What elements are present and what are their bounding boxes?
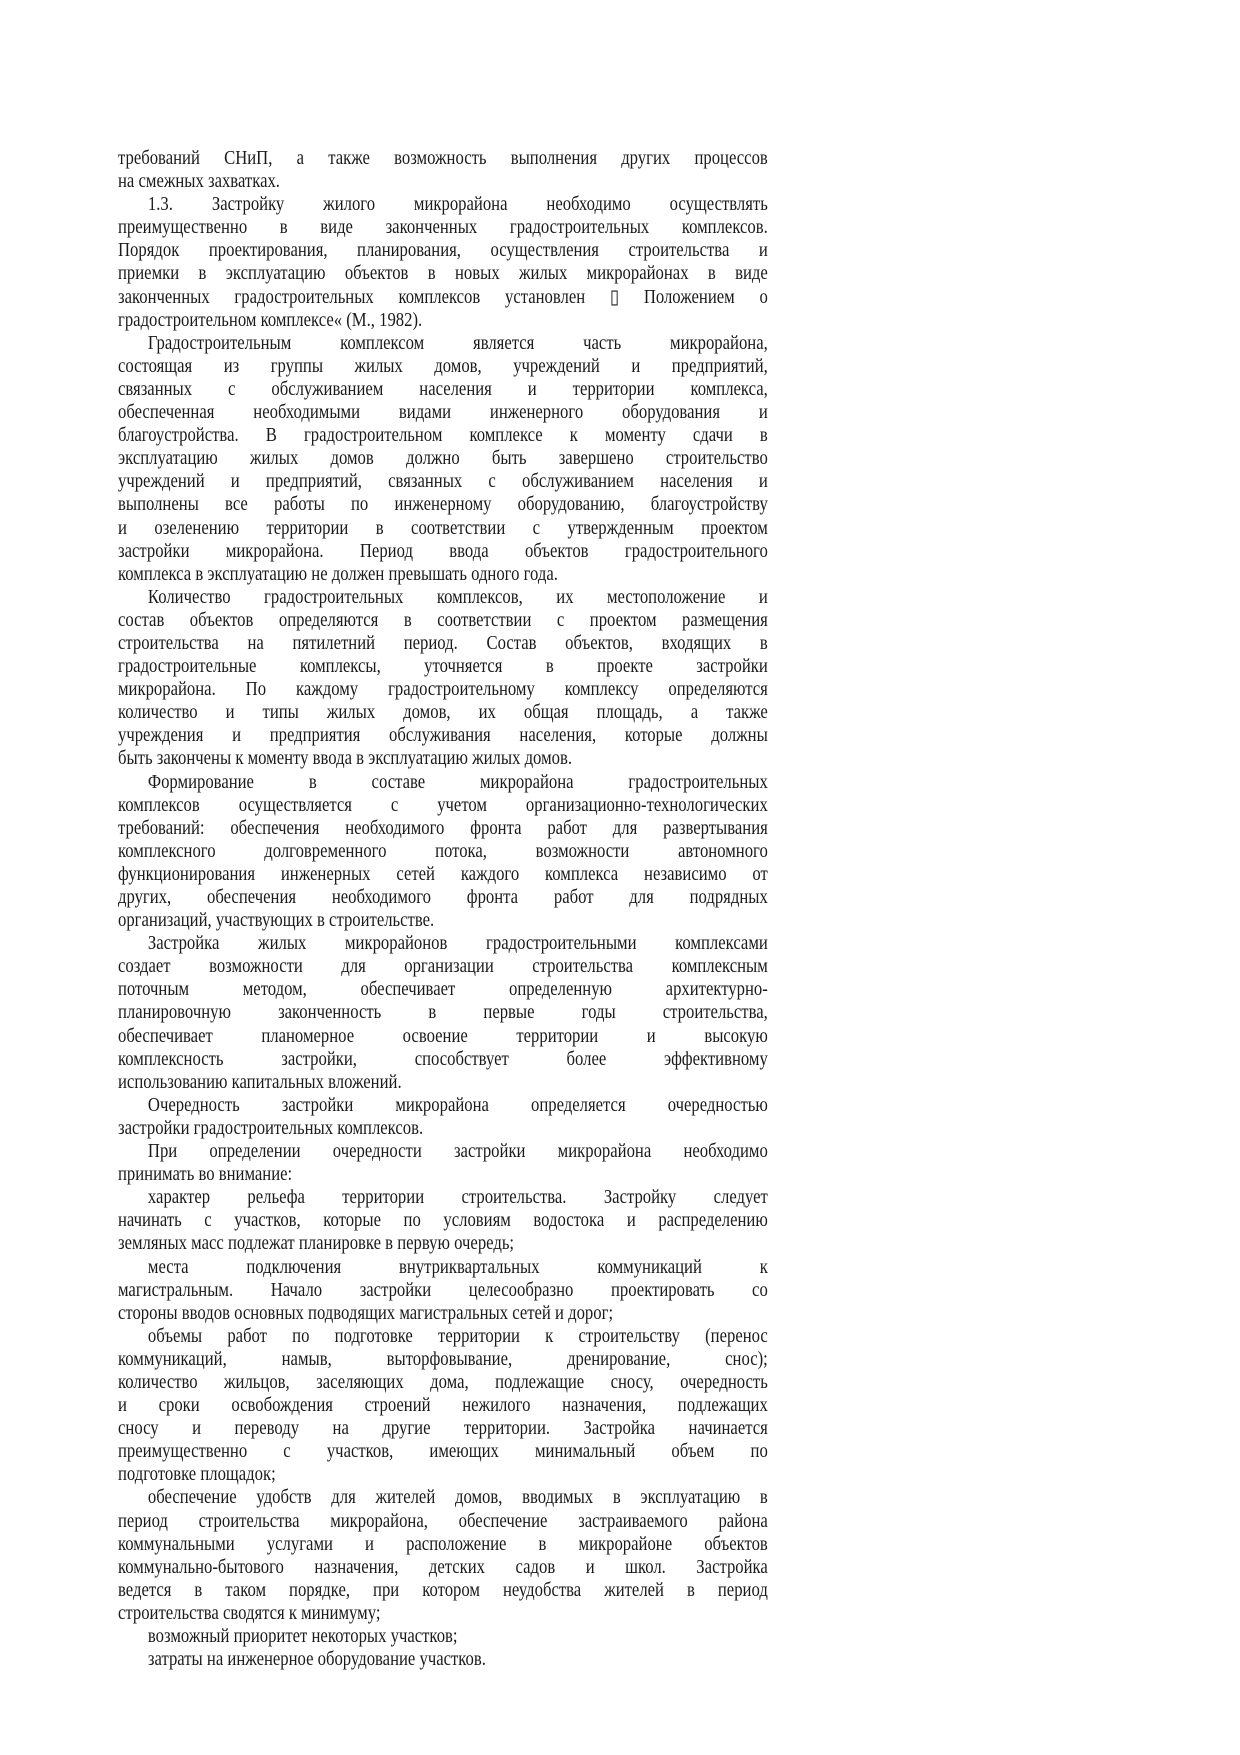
- text-line-content: быть закончены к моменту ввода в эксплуатацию жилых домов.: [118, 748, 573, 770]
- text-line: [118, 1463, 768, 1486]
- text-line-content: других, обеспечения необходимого фронта работ для подрядных: [118, 887, 768, 908]
- text-line: [118, 147, 768, 170]
- text-line: [118, 563, 768, 586]
- text-line: [118, 1440, 768, 1463]
- text-line: [118, 1533, 768, 1556]
- text-line-content: состав объектов определяются в соответствии с проектом размещения: [118, 609, 768, 631]
- text-line-content: ведется в таком порядке, при котором неудобства жителей в период: [118, 1579, 768, 1601]
- text-line: [118, 955, 768, 978]
- text-line-content: Очередность застройки микрорайона определяется очередностью: [147, 1094, 768, 1116]
- text-line: [118, 632, 768, 655]
- text-line: [118, 1209, 768, 1232]
- paragraph: [118, 332, 768, 586]
- text-line-content: принимать во внимание:: [118, 1164, 293, 1186]
- text-line-content: Градостроительным комплексом является часть микрорайона,: [147, 332, 768, 354]
- text-line: [118, 1625, 768, 1648]
- text-line-content: градостроительном комплексе« (М., 1982).: [118, 309, 423, 331]
- text-line-content: магистральным. Начало застройки целесообразно проектировать со: [118, 1279, 768, 1301]
- paragraph: [118, 1256, 768, 1325]
- paragraph: [118, 1625, 768, 1648]
- text-line-content: подготовке площадок;: [118, 1464, 276, 1486]
- text-line-content: функционирования инженерных сетей каждого комплекса независимо от: [118, 863, 768, 885]
- text-line: [118, 1648, 768, 1671]
- text-line-content: состоящая из группы жилых домов, учреждений и предприятий,: [118, 355, 768, 377]
- paragraph: [118, 1094, 768, 1140]
- text-line-content: Формирование в составе микрорайона градостроительных: [147, 771, 768, 793]
- text-line-content: обеспечение удобств для жителей домов, вводимых в эксплуатацию в: [147, 1487, 768, 1509]
- text-line-content: период строительства микрорайона, обеспечение застраиваемого района: [118, 1510, 768, 1532]
- text-line-content: требований: обеспечения необходимого фронта работ для развертывания: [118, 817, 768, 839]
- text-line: [118, 1186, 768, 1209]
- text-line-content: преимущественно в виде законченных градостроительных комплексов.: [118, 217, 768, 239]
- paragraph: [118, 1186, 768, 1255]
- text-line-content: Застройка жилых микрорайонов градостроительными комплексами: [147, 933, 768, 955]
- text-line-content: обеспечивает планомерное освоение территории и высокую: [118, 1025, 768, 1047]
- paragraph: [118, 147, 768, 193]
- paragraph: [118, 1486, 768, 1625]
- text-line: [118, 1602, 768, 1625]
- text-line-content: стороны вводов основных подводящих магистральных сетей и дорог;: [118, 1302, 614, 1324]
- text-line: [118, 355, 768, 378]
- text-line: [118, 1140, 768, 1163]
- text-line: [118, 1163, 768, 1186]
- paragraph: [118, 1648, 768, 1671]
- text-line: [118, 747, 768, 770]
- text-line: [118, 586, 768, 609]
- paragraph: [118, 193, 768, 332]
- text-line-content: создает возможности для организации строительства комплексным: [118, 956, 768, 978]
- text-line: [118, 886, 768, 909]
- text-line-content: строительства на пятилетний период. Состав объектов, входящих в: [118, 632, 768, 654]
- text-line-content: преимущественно с участков, имеющих минимальный объем по: [118, 1441, 768, 1463]
- text-line: [118, 1279, 768, 1302]
- text-line-content: приемки в эксплуатацию объектов в новых жилых микрорайонах в виде: [118, 263, 768, 285]
- text-line-content: комплекса в эксплуатацию не должен превышать одного года.: [118, 563, 558, 585]
- text-line-content: сносу и переводу на другие территории. Застройка начинается: [118, 1418, 768, 1440]
- text-line-content: возможный приоритет некоторых участков;: [147, 1626, 458, 1647]
- text-line: [118, 193, 768, 216]
- paragraph: [118, 1325, 768, 1487]
- text-line: [118, 1025, 768, 1048]
- text-line: [118, 1348, 768, 1371]
- text-line-content: использованию капитальных вложений.: [118, 1071, 402, 1093]
- text-line: [118, 817, 768, 840]
- text-line-content: обеспеченная необходимыми видами инженерного оборудования и: [118, 402, 768, 424]
- text-line-content: поточным методом, обеспечивает определенную архитектурно-: [118, 979, 768, 1001]
- text-line-content: 1.3. Застройку жилого микрорайона необходимо осуществлять: [147, 194, 768, 216]
- paragraph: [118, 586, 768, 771]
- text-line-content: комплексность застройки, способствует более эффективному: [118, 1048, 768, 1070]
- text-line-content: характер рельефа территории строительства. Застройку следует: [147, 1187, 768, 1209]
- text-line: [118, 424, 768, 447]
- text-line: [118, 863, 768, 886]
- text-line: [118, 1394, 768, 1417]
- text-line: [118, 470, 768, 493]
- text-line: [118, 170, 768, 193]
- text-line: [118, 378, 768, 401]
- text-line: [118, 932, 768, 955]
- text-line: [118, 309, 768, 332]
- text-line-content: Порядок проектирования, планирования, осуществления строительства и: [118, 240, 768, 262]
- paragraph: [118, 1140, 768, 1186]
- text-line-content: коммунально-бытового назначения, детских садов и школ. Застройка: [118, 1556, 768, 1578]
- text-line-content: земляных масс подлежат планировке в первую очередь;: [118, 1233, 515, 1255]
- text-line: [118, 678, 768, 701]
- text-line: [118, 216, 768, 239]
- text-line-content: объемы работ по подготовке территории к строительству (перенос: [147, 1325, 768, 1347]
- text-line: [118, 909, 768, 932]
- text-line: [118, 1232, 768, 1255]
- text-line: [118, 1417, 768, 1440]
- text-line: [118, 1510, 768, 1533]
- text-line: [118, 701, 768, 724]
- text-line: [118, 794, 768, 817]
- text-line-content: коммуникаций, намыв, выторфовывание, дренирование, снос);: [118, 1348, 768, 1370]
- text-line-content: места подключения внутриквартальных коммуникаций к: [147, 1256, 768, 1278]
- text-line: [118, 262, 768, 285]
- text-line-content: начинать с участков, которые по условиям водостока и распределению: [118, 1210, 768, 1232]
- text-line: [118, 1256, 768, 1279]
- text-line-content: и сроки освобождения строений нежилого назначения, подлежащих: [118, 1395, 768, 1417]
- text-line: [118, 655, 768, 678]
- text-line-content: застройки микрорайона. Период ввода объектов градостроительного: [118, 540, 768, 562]
- text-line-content: организаций, участвующих в строительстве.: [118, 910, 435, 932]
- text-line: [118, 1371, 768, 1394]
- text-line: [118, 1117, 768, 1140]
- text-line: [118, 517, 768, 540]
- text-line-content: планировочную законченность в первые годы строительства,: [118, 1002, 768, 1024]
- text-line: [118, 724, 768, 747]
- text-line-content: связанных с обслуживанием населения и территории комплекса,: [118, 378, 768, 400]
- text-line: [118, 1302, 768, 1325]
- text-line-content: благоустройства. В градостроительном комплексе к моменту сдачи в: [118, 425, 768, 447]
- text-line: [118, 1001, 768, 1024]
- text-line: [118, 447, 768, 470]
- text-line: [118, 493, 768, 516]
- text-line: [118, 1486, 768, 1509]
- text-line-content: градостроительные комплексы, уточняется в проекте застройки: [118, 656, 768, 678]
- text-line: [118, 286, 768, 309]
- text-line-content: коммунальными услугами и расположение в микрорайоне объектов: [118, 1533, 768, 1555]
- text-line-content: микрорайона. По каждому градостроительному комплексу определяются: [118, 679, 768, 701]
- text-line-content: комплексного долговременного потока, возможности автономного: [118, 840, 768, 862]
- text-line-content: застройки градостроительных комплексов.: [118, 1117, 424, 1139]
- text-line: [118, 840, 768, 863]
- text-line: [118, 540, 768, 563]
- text-line-content: на смежных захватках.: [118, 171, 280, 193]
- text-line-content: Количество градостроительных комплексов, их местоположение и: [147, 586, 768, 608]
- paragraph: [118, 771, 768, 933]
- text-line-content: требований СНиП, а также возможность выполнения других процессов: [118, 148, 768, 169]
- text-column: [118, 147, 768, 1671]
- paragraph: [118, 932, 768, 1094]
- text-line-content: затраты на инженерное оборудование участков.: [147, 1649, 486, 1671]
- text-line: [118, 1048, 768, 1071]
- text-line-content: законченных градостроительных комплексов установлен ▯ Положением о: [118, 286, 768, 308]
- text-line: [118, 771, 768, 794]
- text-line-content: эксплуатацию жилых домов должно быть завершено строительство: [118, 448, 768, 470]
- text-line: [118, 401, 768, 424]
- text-line: [118, 1579, 768, 1602]
- text-line-content: количество и типы жилых домов, их общая площадь, а также: [118, 702, 768, 724]
- text-line-content: комплексов осуществляется с учетом организационно-технологических: [118, 794, 768, 816]
- text-line-content: количество жильцов, заселяющих дома, подлежащие сносу, очередность: [118, 1371, 768, 1393]
- text-line: [118, 1071, 768, 1094]
- text-line: [118, 239, 768, 262]
- text-line-content: учреждений и предприятий, связанных с обслуживанием населения и: [118, 471, 768, 493]
- text-line: [118, 332, 768, 355]
- text-line-content: При определении очередности застройки микрорайона необходимо: [147, 1141, 768, 1163]
- text-line-content: учреждения и предприятия обслуживания населения, которые должны: [118, 725, 768, 747]
- text-line-content: выполнены все работы по инженерному оборудованию, благоустройству: [118, 494, 768, 516]
- text-line: [118, 1094, 768, 1117]
- text-line: [118, 609, 768, 632]
- text-line-content: и озеленению территории в соответствии с утвержденным проектом: [118, 517, 768, 539]
- text-line: [118, 1325, 768, 1348]
- text-line: [118, 978, 768, 1001]
- text-line-content: строительства сводятся к минимуму;: [118, 1602, 381, 1624]
- text-line: [118, 1556, 768, 1579]
